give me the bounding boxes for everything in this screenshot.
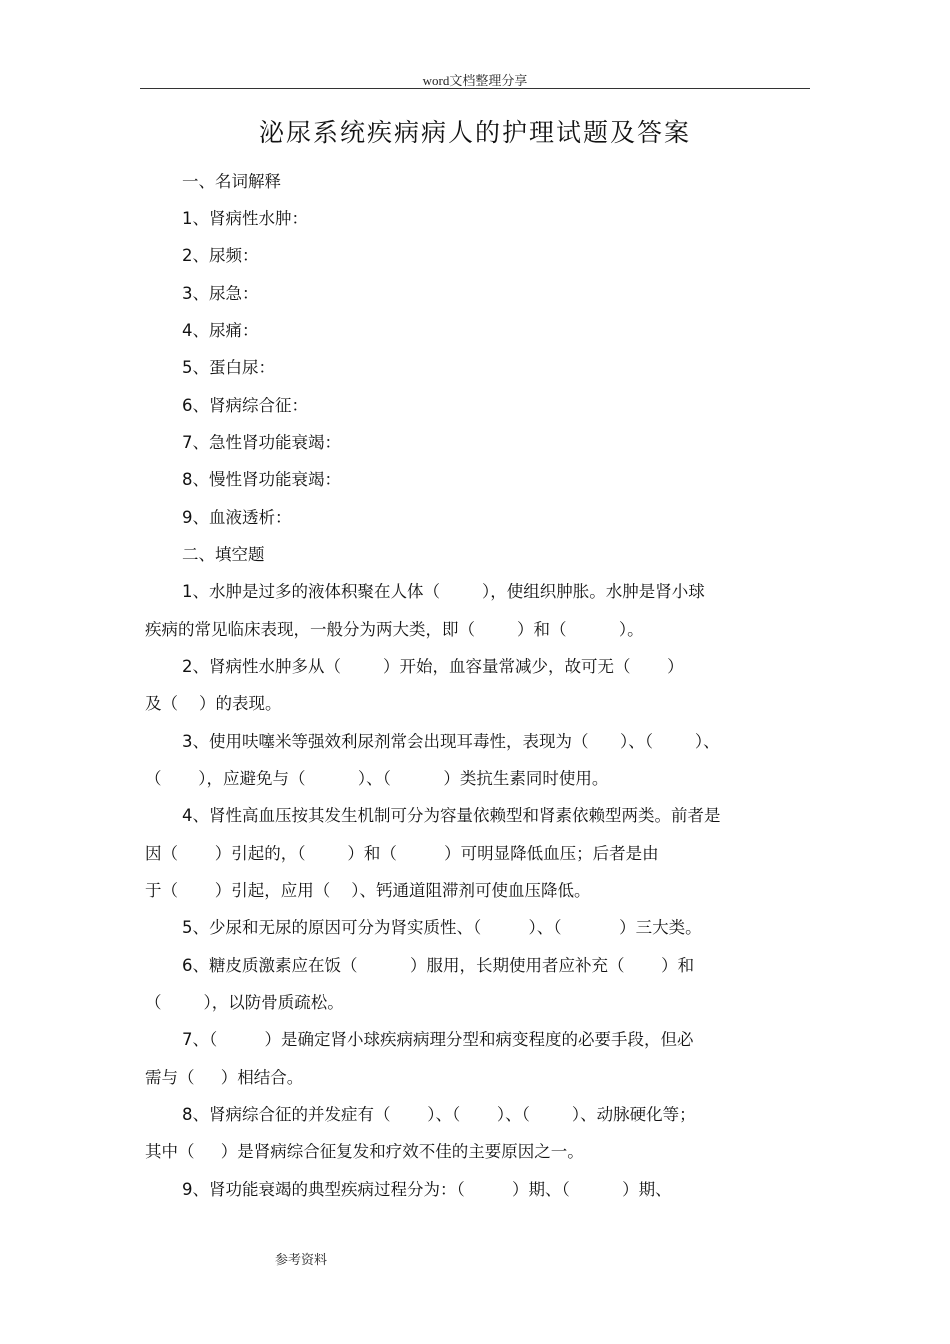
question-5-line: 5、少尿和无尿的原因可分为肾实质性、（ ）、（ ）三大类。 xyxy=(182,918,702,937)
question-6-line: 6、糖皮质激素应在饭（ ）服用，长期使用者应补充（ ）和 xyxy=(182,956,695,975)
header-divider xyxy=(140,88,810,89)
definition-item: 2、尿频： xyxy=(182,246,259,265)
definition-item: 9、血液透析： xyxy=(182,508,292,527)
question-7-line: 需与（ ）相结合。 xyxy=(145,1068,304,1087)
document-title: 泌尿系统疾病病人的护理试题及答案 xyxy=(258,118,691,147)
definition-item: 8、慢性肾功能衰竭： xyxy=(182,470,341,489)
question-6-line: （ ），以防骨质疏松。 xyxy=(145,993,344,1012)
question-1-line: 1、水肿是过多的液体积聚在人体（ ），使组织肿胀。水肿是肾小球 xyxy=(182,582,705,601)
definition-item: 4、尿痛： xyxy=(182,321,259,340)
definition-item: 7、急性肾功能衰竭： xyxy=(182,433,341,452)
definition-item: 3、尿急： xyxy=(182,284,259,303)
page-footer: 参考资料 xyxy=(275,1252,328,1267)
question-8-line: 其中（ ）是肾病综合征复发和疗效不佳的主要原因之一。 xyxy=(145,1142,584,1161)
question-1-line: 疾病的常见临床表现，一般分为两大类，即（ ）和（ ）。 xyxy=(145,620,644,639)
question-4-line: 因（ ）引起的，（ ）和（ ）可明显降低血压；后者是由 xyxy=(145,844,659,863)
question-9-line: 9、肾功能衰竭的典型疾病过程分为：（ ）期、（ ）期、 xyxy=(182,1180,672,1199)
question-3-line: 3、使用呋噻米等强效利尿剂常会出现耳毒性，表现为（ ）、（ ）、 xyxy=(182,732,720,751)
question-2-line: 2、肾病性水肿多从（ ）开始，血容量常减少，故可无（ ） xyxy=(182,657,684,676)
definition-item: 1、肾病性水肿： xyxy=(182,209,308,228)
question-3-line: （ ），应避免与（ ）、（ ）类抗生素同时使用。 xyxy=(145,769,609,788)
page-header: word文档整理分享 xyxy=(422,73,528,88)
question-2-line: 及（ ）的表现。 xyxy=(145,694,282,713)
question-7-line: 7、（ ）是确定肾小球疾病病理分型和病变程度的必要手段，但必 xyxy=(182,1030,694,1049)
definition-item: 6、肾病综合征： xyxy=(182,396,308,415)
question-4-line: 4、肾性高血压按其发生机制可分为容量依赖型和肾素依赖型两类。前者是 xyxy=(182,806,721,825)
definition-item: 5、蛋白尿： xyxy=(182,358,275,377)
section-heading-fill-blanks: 二、填空题 xyxy=(182,545,265,564)
question-4-line: 于（ ）引起，应用（ ）、钙通道阻滞剂可使血压降低。 xyxy=(145,881,591,900)
question-8-line: 8、肾病综合征的并发症有（ ）、（ ）、（ ）、动脉硬化等； xyxy=(182,1105,696,1124)
section-heading-definitions: 一、名词解释 xyxy=(182,172,281,191)
